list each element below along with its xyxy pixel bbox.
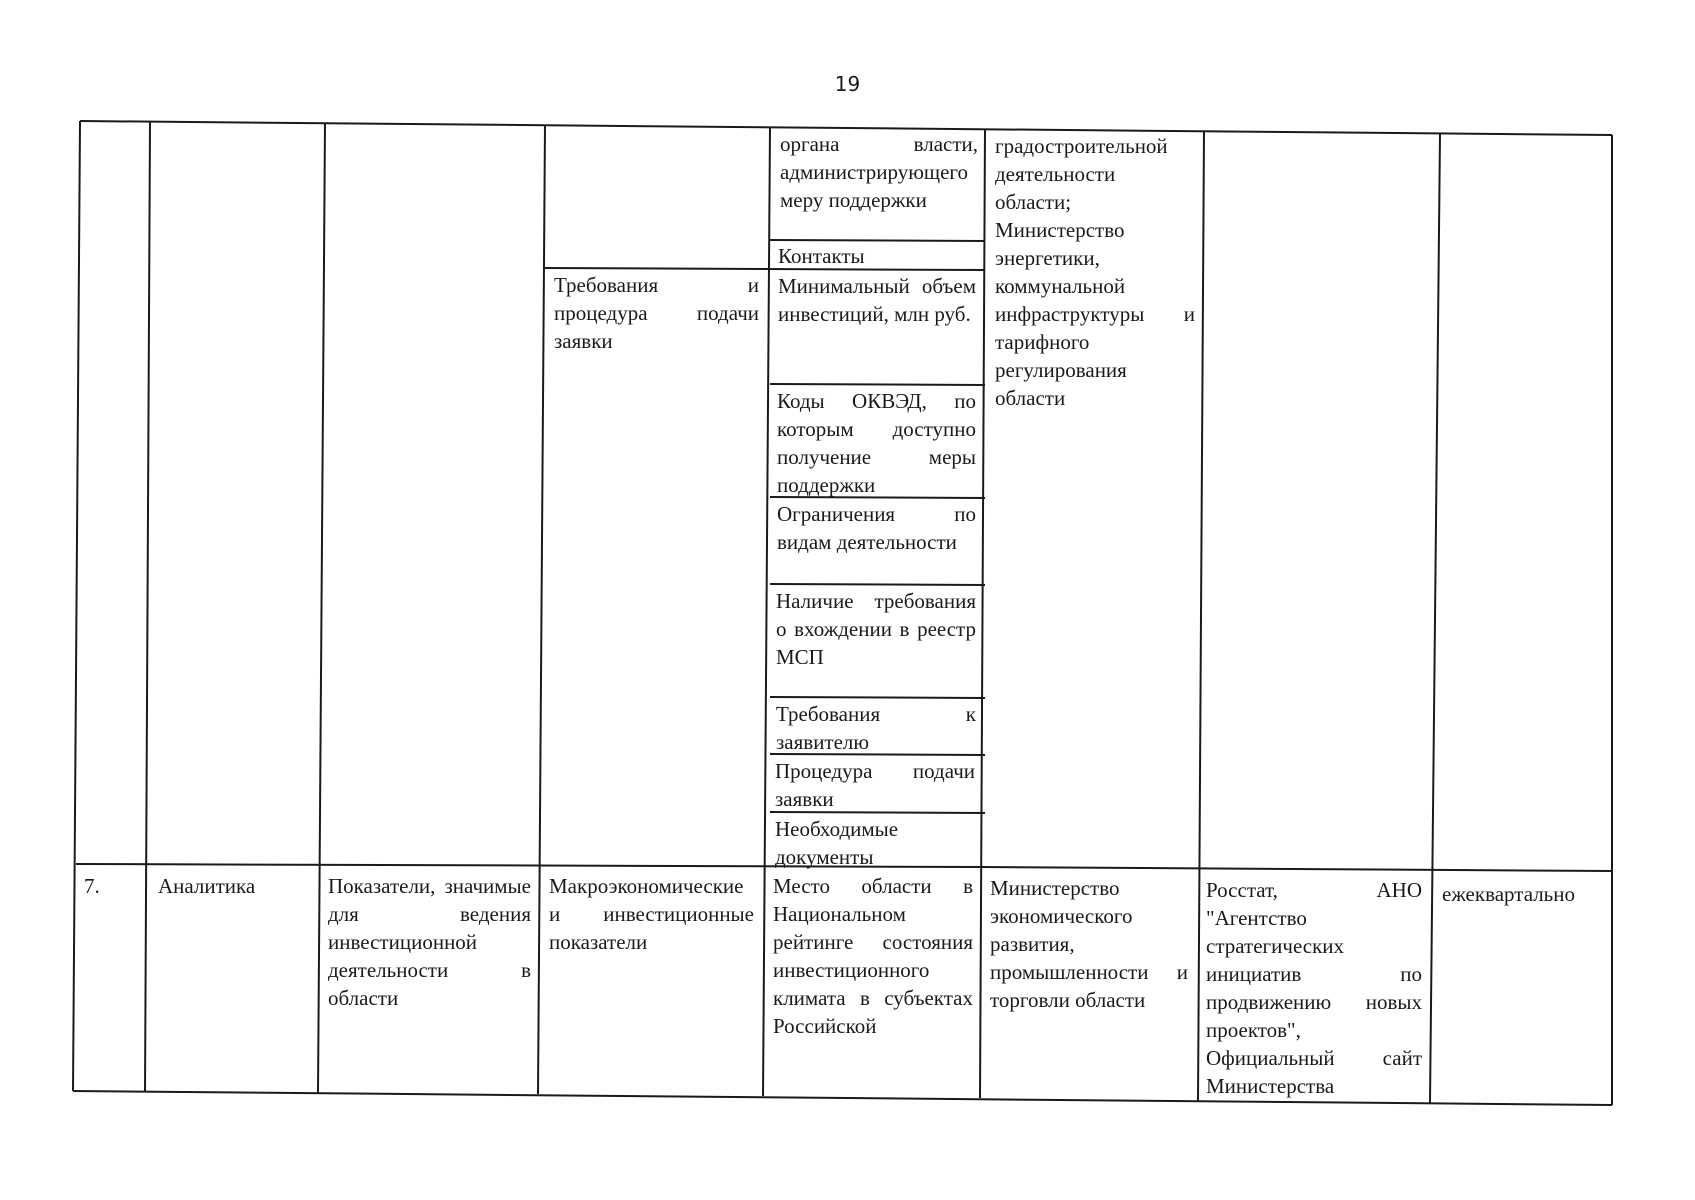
- indicators-cell: Показатели, значимые для ведения инвестиционной деятельности в области: [328, 874, 531, 1010]
- page-number: 19: [834, 72, 861, 96]
- okved-codes-cell: Коды ОКВЭД, по которым доступно получение меры поддержки: [777, 389, 976, 497]
- application-procedure-cell: Процедура подачи заявки: [775, 759, 975, 811]
- activity-restrictions-cell: Ограничения по видам деятельности: [777, 502, 976, 554]
- responsible-authority-cell: Министерство экономического развития, промышленности и торговли области: [990, 876, 1188, 1012]
- update-frequency-cell: ежеквартально: [1442, 882, 1575, 906]
- responsible-ministries-cell: градостроительной деятельности области; Министерство энергетики, коммунальной инфраструктуры и тарифного регулирования области: [995, 134, 1195, 410]
- section-name: Аналитика: [158, 874, 256, 898]
- required-documents-cell: Необходимые документы: [775, 817, 899, 869]
- support-authority-text: органа власти, администрирующего меру поддержки: [780, 132, 978, 212]
- indicator-category-cell: Макроэкономические и инвестиционные показатели: [549, 874, 754, 954]
- data-source-cell: Росстат, АНО "Агентство стратегических инициатив по продвижению новых проектов", Официальный сайт Министерства: [1206, 878, 1422, 1098]
- requirements-procedure-cell: Требования и процедура подачи заявки: [554, 273, 759, 353]
- applicant-requirements-cell: Требования к заявителю: [776, 702, 976, 754]
- indicator-item-cell: Место области в Национальном рейтинге состояния инвестиционного климата в субъектах Российской: [773, 874, 973, 1038]
- contacts-cell: Контакты: [778, 244, 865, 268]
- msp-registry-cell: Наличие требования о вхождении в реестр МСП: [776, 589, 976, 669]
- row-number: 7.: [84, 874, 100, 898]
- min-investment-cell: Минимальный объем инвестиций, млн руб.: [778, 274, 976, 326]
